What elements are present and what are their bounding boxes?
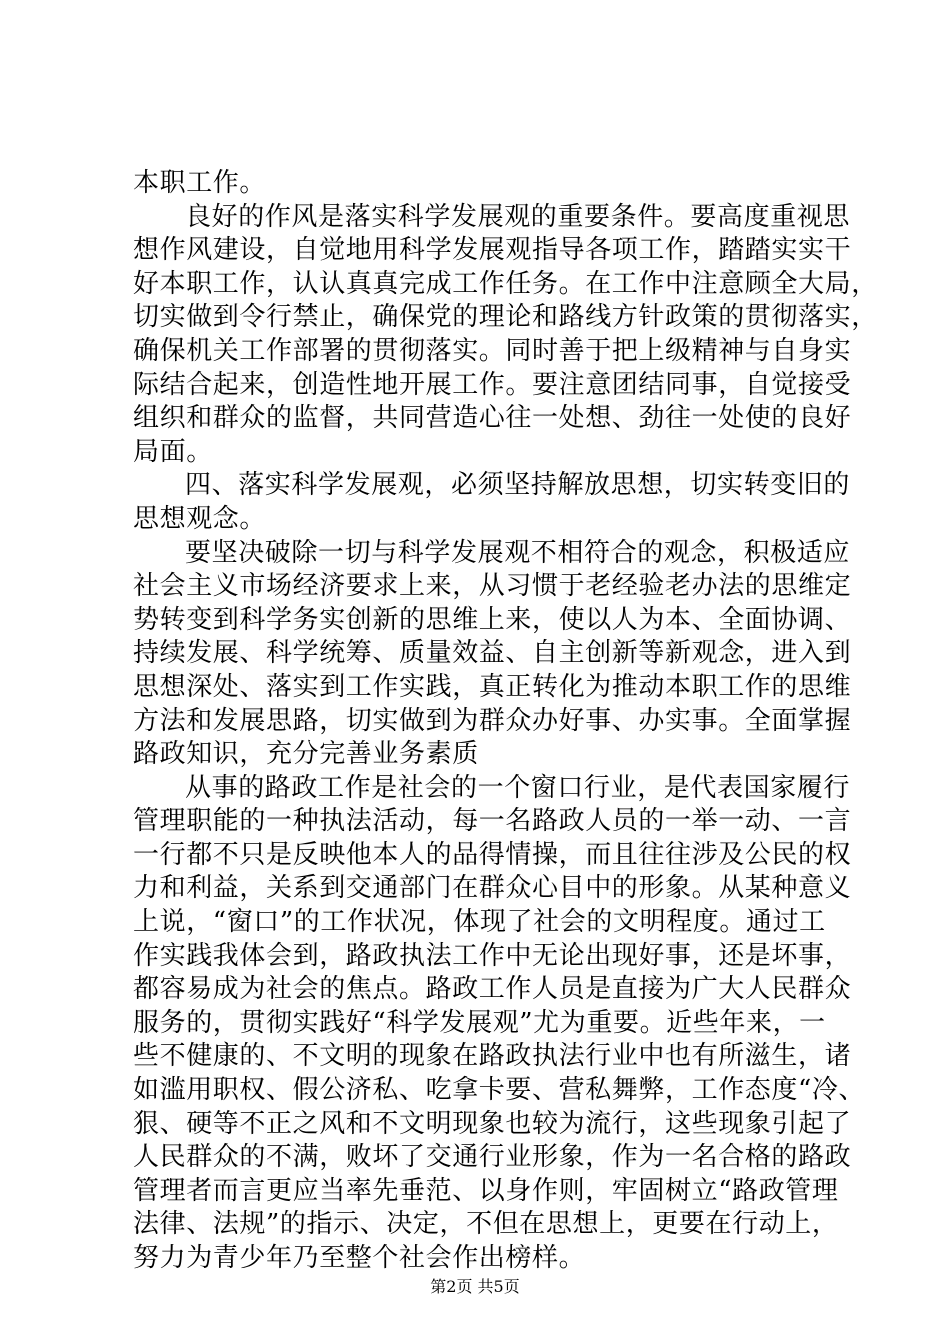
- text-line: 局面。: [133, 436, 213, 467]
- section-heading-line: 思想观念。: [133, 503, 267, 534]
- text-line: 努力为青少年乃至整个社会作出榜样。: [133, 1243, 586, 1273]
- text-line: 狠、硬等不正之风和不文明现象也较为流行，这些现象引起了: [133, 1108, 852, 1139]
- text-line: 想作风建设，自觉地用科学发展观指导各项工作，踏踏实实干: [133, 235, 852, 266]
- text-line: 上说，“窗口”的工作状况，体现了社会的文明程度。通过工: [133, 907, 826, 938]
- text-line: 如滥用职权、假公济私、吃拿卡要、营私舞弊，工作态度“冷、: [133, 1075, 866, 1106]
- text-line: 路政知识，充分完善业务素质: [133, 739, 479, 770]
- text-line: 方法和发展思路，切实做到为群众办好事、办实事。全面掌握: [133, 705, 852, 736]
- text-line: 确保机关工作部署的贯彻落实。同时善于把上级精神与自身实: [133, 335, 852, 366]
- text-line: 好本职工作，认认真真完成工作任务。在工作中注意顾全大局，: [133, 268, 878, 299]
- text-line: 些不健康的、不文明的现象在路政执法行业中也有所滋生，诸: [133, 1041, 852, 1072]
- text-line: 服务的，贯彻实践好“科学发展观”尤为重要。近些年来，一: [133, 1007, 826, 1038]
- text-line: 都容易成为社会的焦点。路政工作人员是直接为广大人民群众: [133, 974, 852, 1005]
- text-line: 际结合起来，创造性地开展工作。要注意团结同事，自觉接受: [133, 369, 852, 400]
- text-line: 要坚决破除一切与科学发展观不相符合的观念，积极适应: [185, 537, 851, 568]
- text-line: 持续发展、科学统筹、质量效益、自主创新等新观念，进入到: [133, 638, 852, 669]
- text-line: 法律、法规”的指示、决定，不但在思想上，更要在行动上，: [133, 1209, 839, 1240]
- text-line: 切实做到令行禁止，确保党的理论和路线方针政策的贯彻落实，: [133, 302, 878, 333]
- text-line: 管理职能的一种执法活动，每一名路政人员的一举一动、一言: [133, 806, 852, 837]
- text-line: 管理者而言更应当率先垂范、以身作则，牢固树立“路政管理: [133, 1175, 839, 1206]
- text-line: 一行都不只是反映他本人的品得情操，而且往往涉及公民的权: [133, 839, 852, 870]
- text-line: 从事的路政工作是社会的一个窗口行业，是代表国家履行: [185, 772, 851, 803]
- text-line: 势转变到科学务实创新的思维上来，使以人为本、全面协调、: [133, 604, 852, 635]
- section-heading-line: 四、落实科学发展观，必须坚持解放思想，切实转变旧的: [185, 470, 851, 501]
- text-line: 作实践我体会到，路政执法工作中无论出现好事，还是坏事，: [133, 940, 852, 971]
- document-body: [133, 167, 878, 1276]
- text-line: 思想深处、落实到工作实践，真正转化为推动本职工作的思维: [133, 671, 852, 702]
- text-line: 本职工作。: [133, 168, 267, 198]
- text-line: 组织和群众的监督，共同营造心往一处想、劲往一处使的良好: [133, 403, 852, 434]
- text-line: 良好的作风是落实科学发展观的重要条件。要高度重视思: [185, 201, 851, 232]
- page-number-footer: 第2页 共5页: [430, 1277, 520, 1296]
- text-line: 人民群众的不满，败坏了交通行业形象，作为一名合格的路政: [133, 1142, 852, 1173]
- text-line: 社会主义市场经济要求上来，从习惯于老经验老办法的思维定: [133, 571, 852, 602]
- text-line: 力和利益，关系到交通部门在群众心目中的形象。从某种意义: [133, 873, 852, 904]
